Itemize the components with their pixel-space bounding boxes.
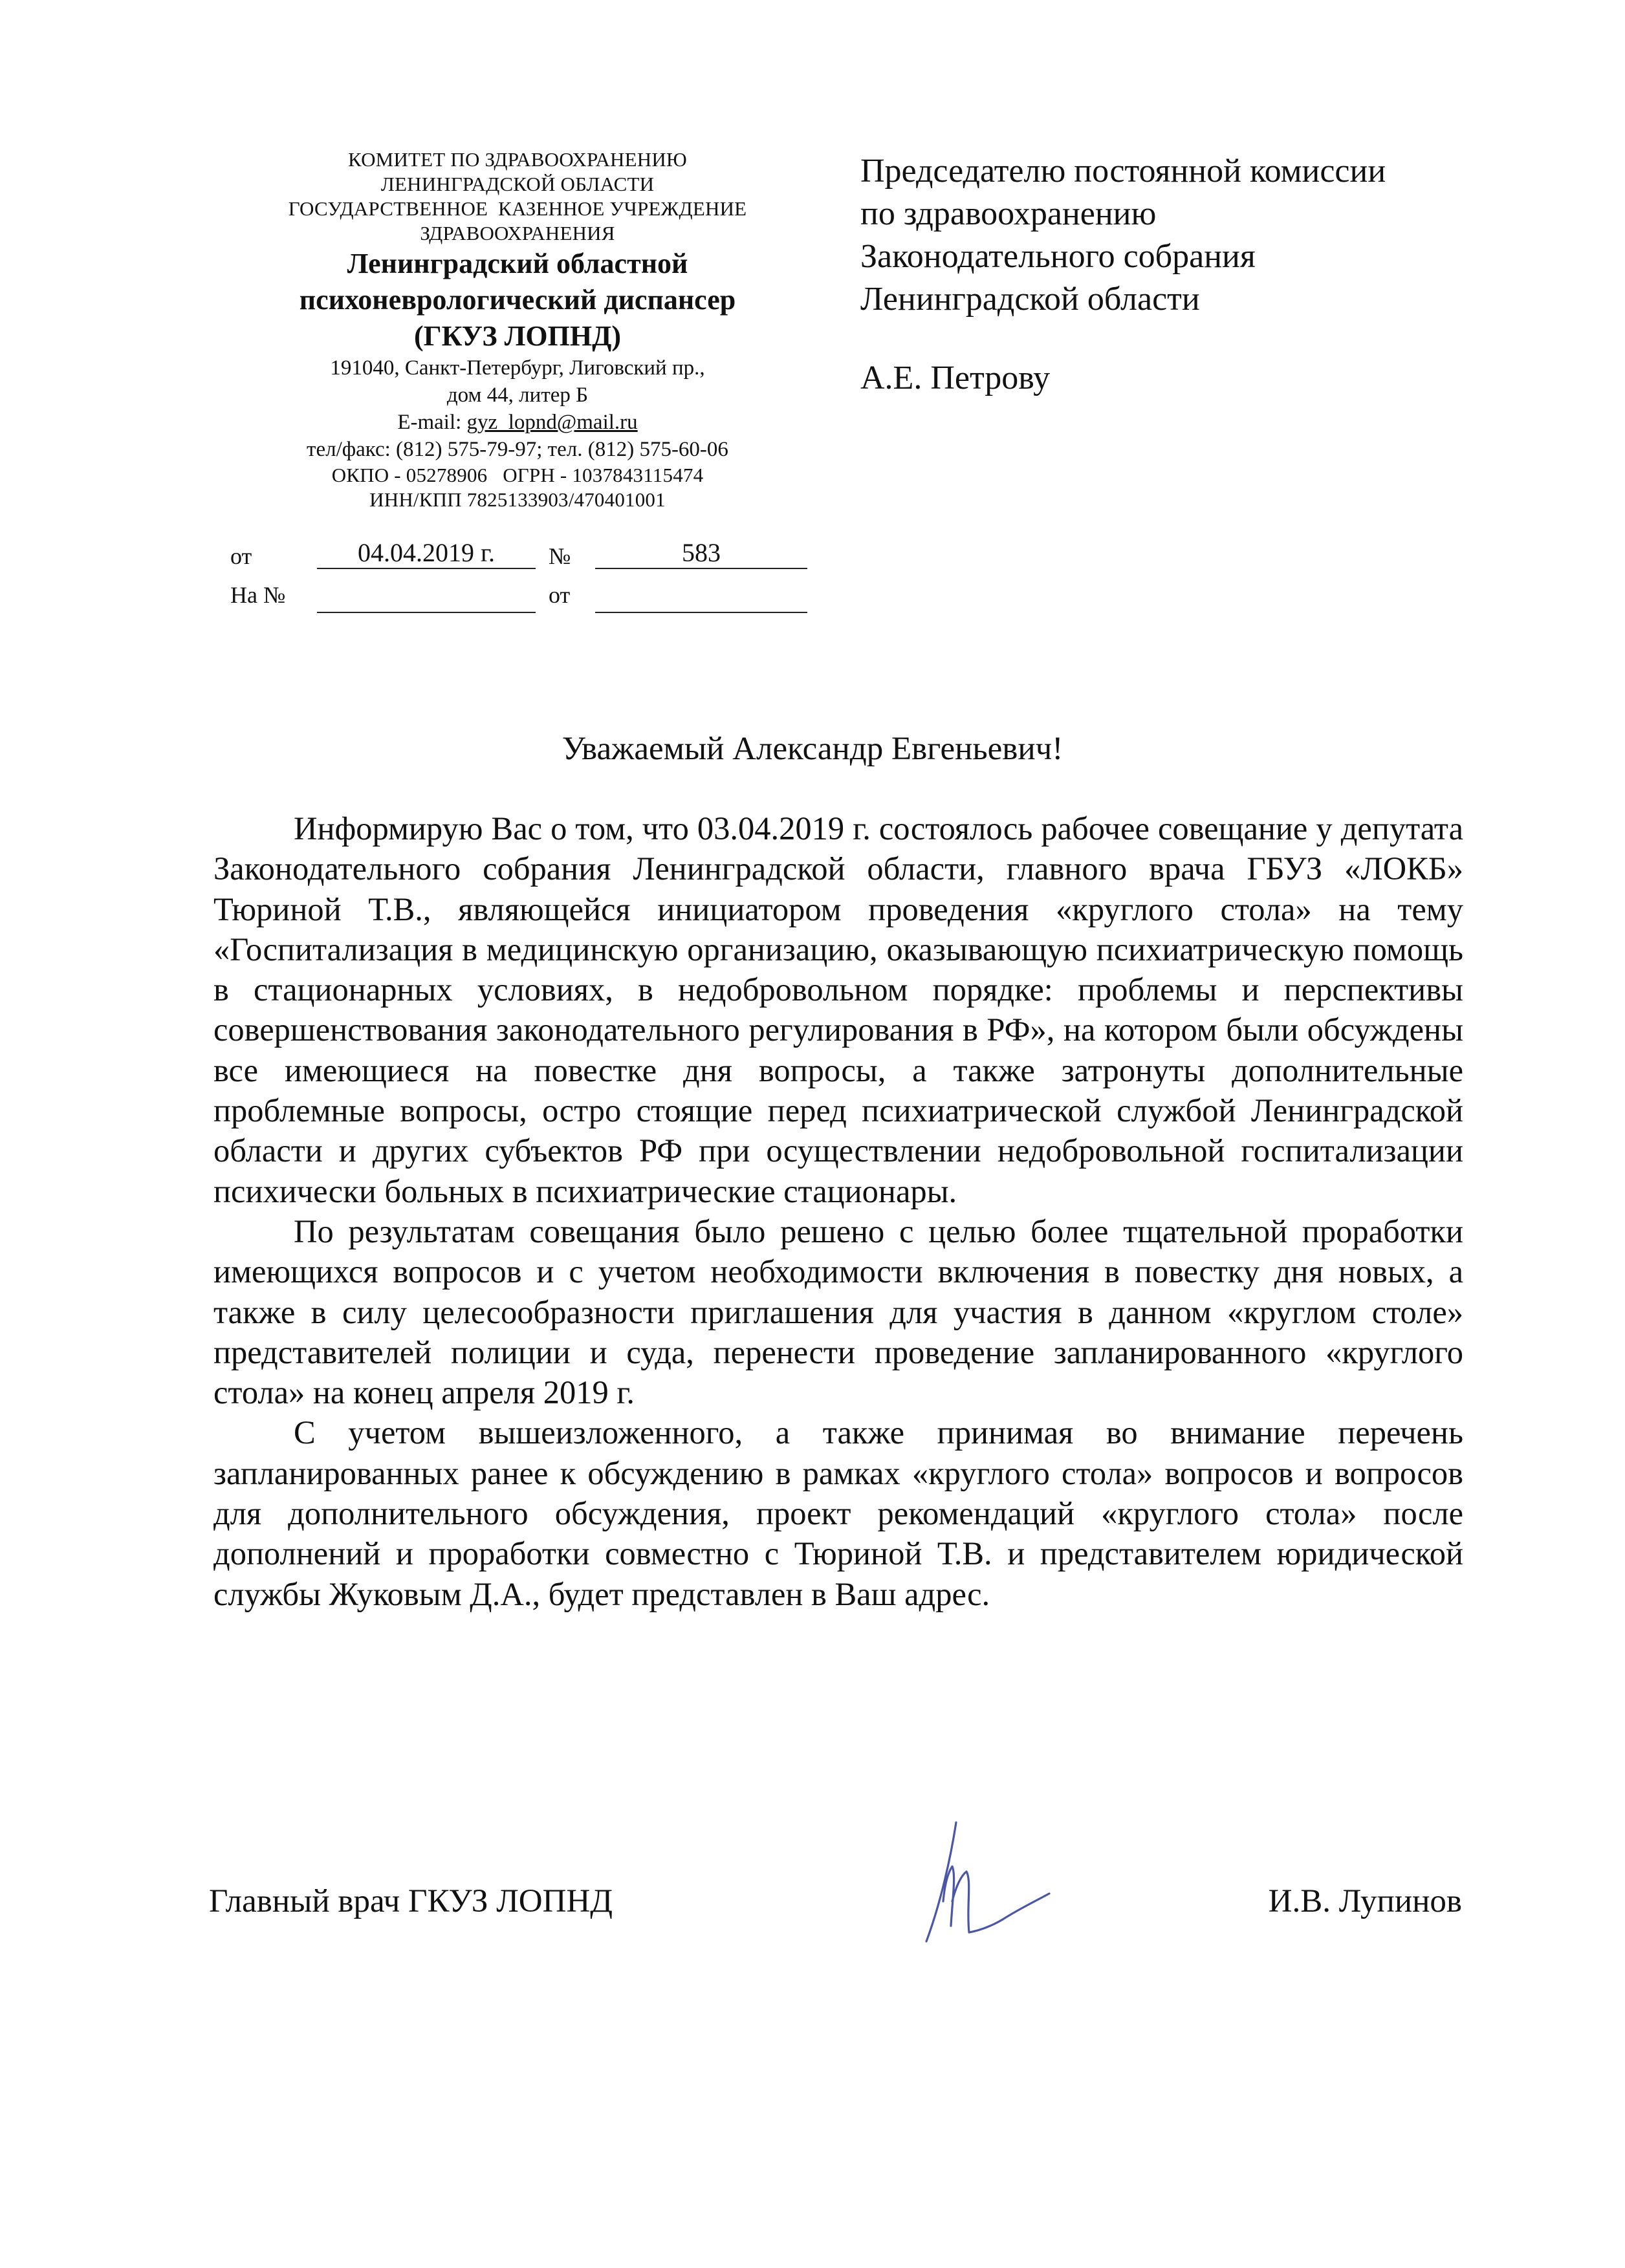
addressee-name: А.Е. Петрову	[860, 360, 1051, 396]
addressee-line-3: Законодательного собрания	[860, 238, 1256, 275]
okpo-ogrn-line: ОКПО - 05278906 ОГРН - 1037843115474	[331, 464, 704, 486]
reply-from-label: от	[549, 582, 571, 608]
signer-name: И.В. Лупинов	[1268, 1883, 1462, 1919]
letterhead	[220, 147, 815, 512]
email-link[interactable]: gyz_lopnd@mail.ru	[466, 411, 638, 434]
email-label: E-mail:	[397, 411, 467, 434]
institution-type-line-1: ГОСУДАРСТВЕННОЕ КАЗЕННОЕ УЧРЕЖДЕНИЕ	[288, 197, 747, 220]
outgoing-number: 583	[595, 538, 807, 569]
reply-to-label: На №	[230, 582, 286, 608]
phones-line: тел/факс: (812) 575-79-97; тел. (812) 575-60-06	[307, 438, 728, 461]
reply-to-number	[317, 582, 536, 613]
handwritten-signature	[880, 1804, 1074, 1947]
letter-body	[213, 808, 1463, 1614]
salutation: Уважаемый Александр Евгеньевич!	[562, 731, 1063, 767]
org-name-line-2: психоневрологический диспансер	[299, 284, 736, 316]
body-paragraph-2: По результатам совещания было решено с целью более тщательной проработки имеющихся вопросов и с учетом необходимости включения в повестку дня новых, а также в силу целесообразности приглашения для участия в данном «круглом столе» представителей полиции и суда, перенести проведение запланированного «круглого стола» на конец апреля 2019 г.	[213, 1213, 1463, 1411]
inn-kpp-line: ИНН/КПП 7825133903/470401001	[369, 488, 666, 511]
institution-type-line-2: ЗДРАВООХРАНЕНИЯ	[420, 222, 615, 244]
number-label: №	[549, 543, 571, 569]
from-label: от	[230, 543, 252, 569]
addressee-line-4: Ленинградской области	[860, 281, 1200, 318]
org-name-line-1: Ленинградский областной	[347, 248, 688, 279]
email-line	[220, 409, 815, 436]
signer-position: Главный врач ГКУЗ ЛОПНД	[209, 1883, 613, 1919]
addressee-block	[860, 150, 1540, 400]
reply-date	[595, 582, 807, 613]
committee-line-1: КОМИТЕТ ПО ЗДРАВООХРАНЕНИЮ	[347, 148, 687, 171]
addressee-line-2: по здравоохранению	[860, 195, 1157, 232]
outgoing-date: 04.04.2019 г.	[317, 538, 536, 569]
committee-line-2: ЛЕНИНГРАДСКОЙ ОБЛАСТИ	[380, 173, 655, 195]
signature-stroke	[926, 1822, 1049, 1941]
body-paragraph-3: С учетом вышеизложенного, а также принимая во внимание перечень запланированных ранее к обсуждению в рамках «круглого стола» вопросов и вопросов для дополнительного обсуждения, проект рекомендаций «круглого стола» после дополнений и проработки совместно с Тюриной Т.В. и представителем юридической службы Жуковым Д.А., будет представлен в Ваш адрес.	[213, 1414, 1463, 1612]
address-line-2: дом 44, литер Б	[446, 383, 589, 407]
address-line-1: 191040, Санкт-Петербург, Лиговский пр.,	[330, 356, 705, 380]
body-paragraph-1: Информирую Вас о том, что 03.04.2019 г. состоялось рабочее совещание у депутата Законодательного собрания Ленинградской области, главного врача ГБУЗ «ЛОКБ» Тюриной Т.В., являющейся инициатором проведения «круглого стола» на тему «Госпитализация в медицинскую организацию, оказывающую психиатрическую помощь в стационарных условиях, в недобровольном порядке: проблемы и перспективы совершенствования законодательного регулирования в РФ», на котором были обсуждены все имеющиеся на повестке дня вопросы, а также затронуты дополнительные проблемные вопросы, остро стоящие перед психиатрической службой Ленинградской области и других субъектов РФ при осуществлении недобровольной госпитализации психически больных в психиатрические стационары.	[213, 810, 1463, 1209]
org-name-line-3: (ГКУЗ ЛОПНД)	[414, 320, 621, 352]
addressee-line-1: Председателю постоянной комиссии	[860, 153, 1386, 189]
